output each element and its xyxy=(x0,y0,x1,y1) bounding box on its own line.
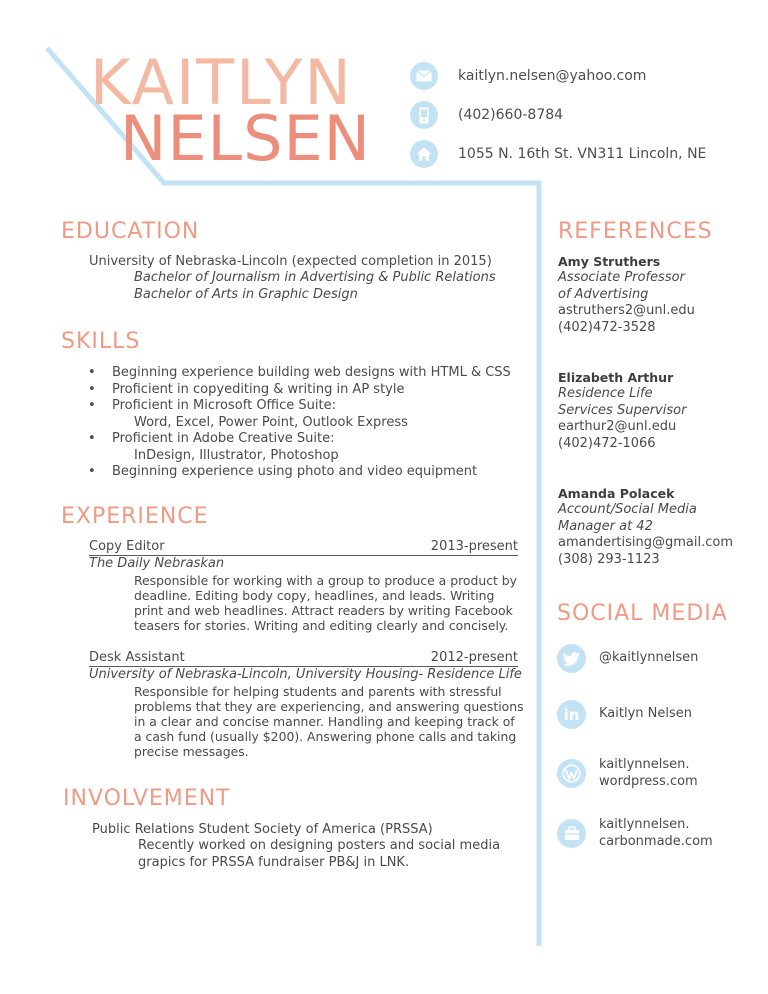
bullet: • xyxy=(88,398,96,413)
job-2-header xyxy=(89,650,518,667)
reference-2-role-2: Services Supervisor xyxy=(558,403,687,418)
involvement-desc-line-2: grapics for PRSSA fundraiser PB&J in LNK. xyxy=(138,855,410,870)
reference-2-name: Elizabeth Arthur xyxy=(558,370,674,385)
reference-1-role-1: Associate Professor xyxy=(558,270,685,285)
list-item-sub xyxy=(88,415,528,432)
phone-number: (402)660-8784 xyxy=(458,107,564,123)
twitter-handle[interactable]: @kaitlynnelsen xyxy=(599,650,699,666)
job-1-dates: 2013-present xyxy=(430,539,518,554)
carbonmade-url[interactable] xyxy=(599,817,713,850)
first-name: KAITLYN xyxy=(90,46,353,119)
skills-heading: SKILLS xyxy=(61,329,141,354)
bullet: • xyxy=(88,464,96,479)
skill-text: Beginning experience using photo and video equipment xyxy=(112,464,478,479)
reference-3-role-2: Manager at 42 xyxy=(558,519,653,534)
contact-email-row xyxy=(410,62,646,90)
education-school: University of Nebraska-Lincoln (expected completion in 2015) xyxy=(89,254,492,269)
last-name: NELSEN xyxy=(120,102,372,175)
involvement-org: Public Relations Student Society of America (PRSSA) xyxy=(92,822,433,837)
reference-3-phone: (308) 293-1123 xyxy=(558,552,660,567)
job-1-header xyxy=(89,539,518,556)
social-twitter-row[interactable] xyxy=(557,644,698,673)
job-1-title: Copy Editor xyxy=(89,539,165,554)
reference-2-role-1: Residence Life xyxy=(558,386,653,401)
references-heading: REFERENCES xyxy=(558,219,713,244)
reference-1-name: Amy Struthers xyxy=(558,254,661,269)
wordpress-url-line-1: kaitlynnelsen. xyxy=(599,757,690,772)
reference-2-email[interactable]: earthur2@unl.edu xyxy=(558,419,677,434)
skill-text: Proficient in Microsoft Office Suite: xyxy=(112,398,336,413)
education-degree-2: Bachelor of Arts in Graphic Design xyxy=(134,287,358,302)
reference-1-phone: (402)472-3528 xyxy=(558,320,656,335)
wordpress-icon xyxy=(557,759,586,788)
list-item xyxy=(88,398,528,415)
contact-address-row xyxy=(410,140,706,168)
bullet: • xyxy=(88,381,96,397)
wordpress-url-line-2: wordpress.com xyxy=(599,773,698,789)
job-2-title: Desk Assistant xyxy=(89,650,185,665)
reference-1-email[interactable]: astruthers2@unl.edu xyxy=(558,303,695,318)
house-icon xyxy=(410,140,438,168)
reference-1-role-2: of Advertising xyxy=(558,287,649,302)
address: 1055 N. 16th St. VN311 Lincoln, NE xyxy=(458,146,707,162)
list-item xyxy=(88,365,528,382)
list-item-sub xyxy=(88,448,528,465)
social-wordpress-row[interactable] xyxy=(557,757,698,790)
envelope-icon xyxy=(410,62,438,90)
reference-3-name: Amanda Polacek xyxy=(558,486,675,501)
bullet: • xyxy=(88,365,96,380)
education-degree-1: Bachelor of Journalism in Advertising & Public Relations xyxy=(134,270,496,285)
skill-subtext: Word, Excel, Power Point, Outlook Express xyxy=(134,414,408,430)
twitter-bird-icon xyxy=(557,644,586,673)
wordpress-url[interactable] xyxy=(599,757,698,790)
reference-3-email[interactable]: amandertising@gmail.com xyxy=(558,535,734,550)
email-link[interactable]: kaitlyn.nelsen@yahoo.com xyxy=(458,68,647,84)
contact-phone-row xyxy=(410,101,563,129)
social-linkedin-row[interactable] xyxy=(557,700,692,729)
job-2-dates: 2012-present xyxy=(430,650,518,665)
list-item xyxy=(88,431,528,448)
skill-subtext: InDesign, Illustrator, Photoshop xyxy=(134,447,339,463)
job-2-description: Responsible for helping students and parents with stressful problems that they are experiencing, and answering questions in a clear and concise manner. Handling and keeping track of a cash fund (usually $200). Answering phone calls and taking precise messages. xyxy=(134,684,524,759)
carbonmade-url-line-1: kaitlynnelsen. xyxy=(599,817,690,832)
job-2-org: University of Nebraska-Lincoln, University Housing- Residence Life xyxy=(89,667,522,682)
skill-text: Proficient in copyediting & writing in AP style xyxy=(112,381,405,397)
carbonmade-url-line-2: carbonmade.com xyxy=(599,833,713,849)
skills-list xyxy=(88,365,528,481)
list-item xyxy=(88,464,528,481)
job-1-org: The Daily Nebraskan xyxy=(89,556,225,571)
linkedin-glyph: in xyxy=(563,705,580,724)
carbonmade-icon xyxy=(557,819,586,848)
involvement-desc-line-1: Recently worked on designing posters and social media xyxy=(138,838,501,853)
social-carbonmade-row[interactable] xyxy=(557,817,713,850)
involvement-heading: INVOLVEMENT xyxy=(63,786,231,811)
experience-heading: EXPERIENCE xyxy=(61,504,209,529)
phone-icon xyxy=(410,101,438,129)
reference-2-phone: (402)472-1066 xyxy=(558,436,656,451)
social-media-heading: SOCIAL MEDIA xyxy=(557,601,728,626)
education-heading: EDUCATION xyxy=(61,219,200,244)
job-1-description: Responsible for working with a group to produce a product by deadline. Editing body copy, headlines, and leads. Writing print and web headlines. Attract readers by writing Facebook teasers for stories. Writing and editing clearly and concisely. xyxy=(134,573,518,633)
reference-3-role-1: Account/Social Media xyxy=(558,502,697,517)
skill-text: Proficient in Adobe Creative Suite: xyxy=(112,431,335,446)
skill-text: Beginning experience building web designs with HTML & CSS xyxy=(112,365,511,380)
list-item xyxy=(88,382,528,399)
linkedin-name[interactable]: Kaitlyn Nelsen xyxy=(599,706,692,722)
linkedin-icon xyxy=(557,700,586,729)
bullet: • xyxy=(88,431,96,446)
